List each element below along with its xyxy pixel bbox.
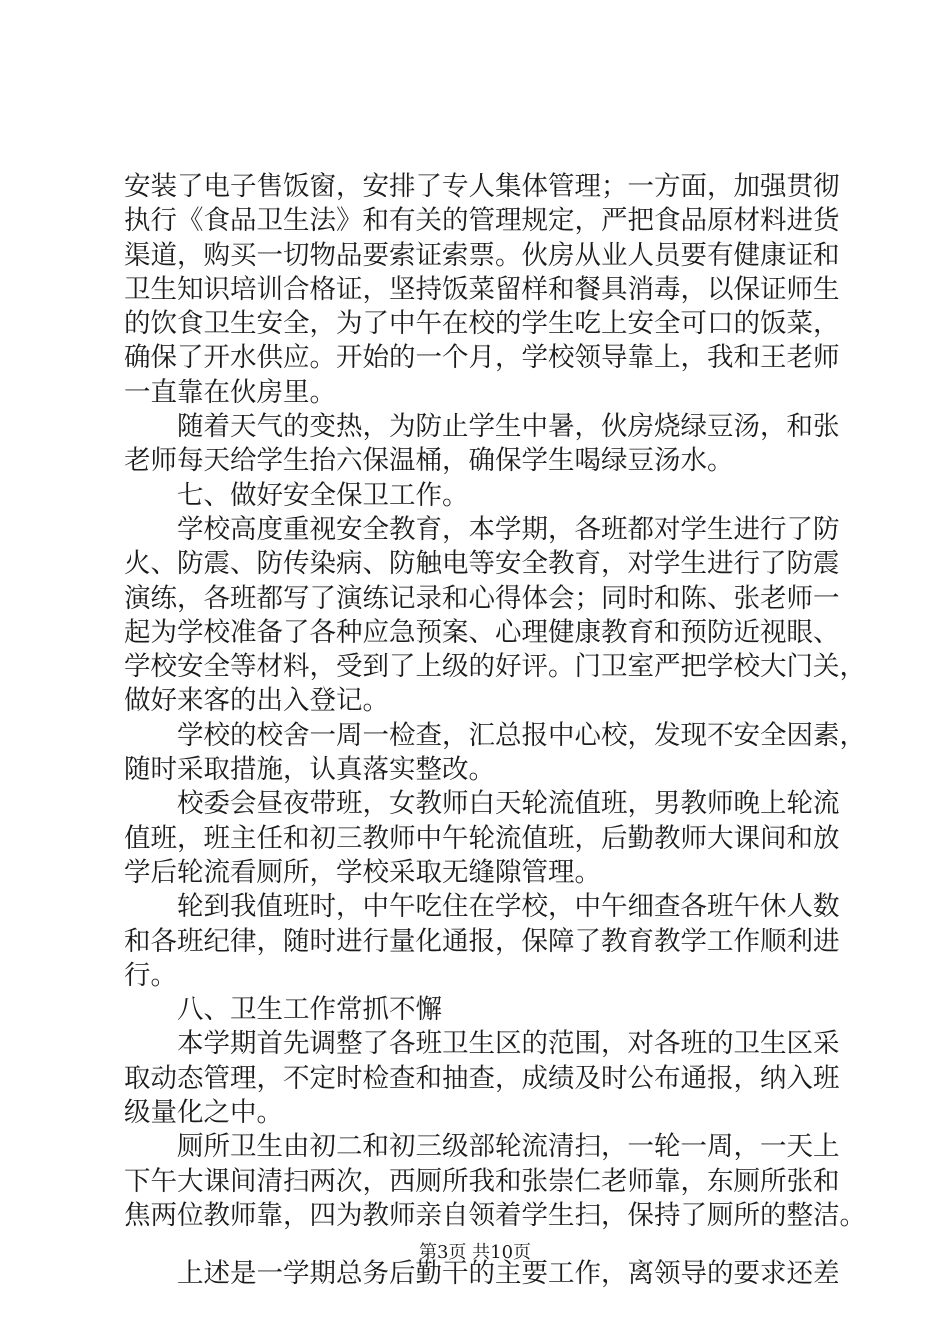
text-line: 轮到我值班时，中午吃住在学校，中午细查各班午休人数 [177, 891, 840, 923]
text-line: 起为学校准备了各种应急预案、心理健康教育和预防近视眼、 [124, 616, 840, 648]
text-line: 做好来客的出入登记。 [124, 685, 389, 717]
text-line: 焦两位教师靠，四为教师亲自领着学生扫，保持了厕所的整洁。 [124, 1199, 866, 1231]
text-line: 级量化之中。 [124, 1097, 283, 1129]
text-line: 八、卫生工作常抓不懈 [177, 994, 442, 1026]
page-footer: 第3页 共10页 [418, 1242, 532, 1263]
paragraph [124, 890, 840, 993]
text-line: 演练，各班都写了演练记录和心得体会；同时和陈、张老师一 [124, 582, 840, 614]
text-line: 老师每天给学生抬六保温桶，确保学生喝绿豆汤水。 [124, 445, 734, 477]
paragraph [124, 513, 866, 719]
paragraph [124, 1130, 866, 1233]
text-line: 学后轮流看厕所，学校采取无缝隙管理。 [124, 856, 601, 888]
text-line: 厕所卫生由初二和初三级部轮流清扫，一轮一周，一天上 [177, 1131, 840, 1163]
text-line: 和各班纪律，随时进行量化通报，保障了教育教学工作顺利进 [124, 925, 840, 957]
text-line: 渠道，购买一切物品要索证索票。伙房从业人员要有健康证和 [124, 239, 840, 271]
section-heading [124, 993, 836, 1027]
text-line: 行。 [124, 959, 177, 991]
text-line: 学校高度重视安全教育，本学期，各班都对学生进行了防 [177, 513, 840, 545]
text-line: 下午大课间清扫两次，西厕所我和张崇仁老师靠，东厕所张和 [124, 1165, 840, 1197]
text-line: 安装了电子售饭窗，安排了专人集体管理；一方面，加强贯彻 [124, 171, 840, 202]
paragraph [124, 410, 840, 479]
paragraph [124, 787, 840, 890]
document-body [124, 170, 866, 1292]
text-line: 火、防震、防传染病、防触电等安全教育，对学生进行了防震 [124, 548, 840, 580]
section-heading [124, 479, 836, 513]
text-line: 校委会昼夜带班，女教师白天轮流值班，男教师晚上轮流 [177, 788, 840, 820]
text-line: 学校安全等材料，受到了上级的好评。门卫室严把学校大门关， [124, 651, 866, 683]
paragraph [124, 719, 866, 788]
text-line: 的饮食卫生安全，为了中午在校的学生吃上安全可口的饭菜， [124, 308, 840, 340]
paragraph [124, 170, 840, 410]
paragraph [124, 1027, 840, 1130]
text-line: 七、做好安全保卫工作。 [177, 479, 469, 511]
text-line: 随着天气的变热，为防止学生中暑，伙房烧绿豆汤，和张 [177, 411, 840, 443]
text-line: 随时采取措施，认真落实整改。 [124, 754, 495, 786]
text-line: 本学期首先调整了各班卫生区的范围，对各班的卫生区采 [177, 1028, 840, 1060]
text-line: 取动态管理，不定时检查和抽查，成绩及时公布通报，纳入班 [124, 1062, 840, 1094]
text-line: 学校的校舍一周一检查，汇总报中心校，发现不安全因素， [177, 719, 866, 751]
text-line: 执行《食品卫生法》和有关的管理规定，严把食品原材料进货 [124, 205, 840, 237]
text-line: 确保了开水供应。开始的一个月，学校领导靠上，我和王老师 [124, 342, 840, 374]
text-line: 值班，班主任和初三教师中午轮流值班，后勤教师大课间和放 [124, 822, 840, 854]
text-line: 一直靠在伙房里。 [124, 376, 336, 408]
text-line: 卫生知识培训合格证，坚持饭菜留样和餐具消毒，以保证师生 [124, 273, 840, 305]
text-line: 上述是一学期总务后勤干的主要工作，离领导的要求还差 [177, 1258, 840, 1290]
